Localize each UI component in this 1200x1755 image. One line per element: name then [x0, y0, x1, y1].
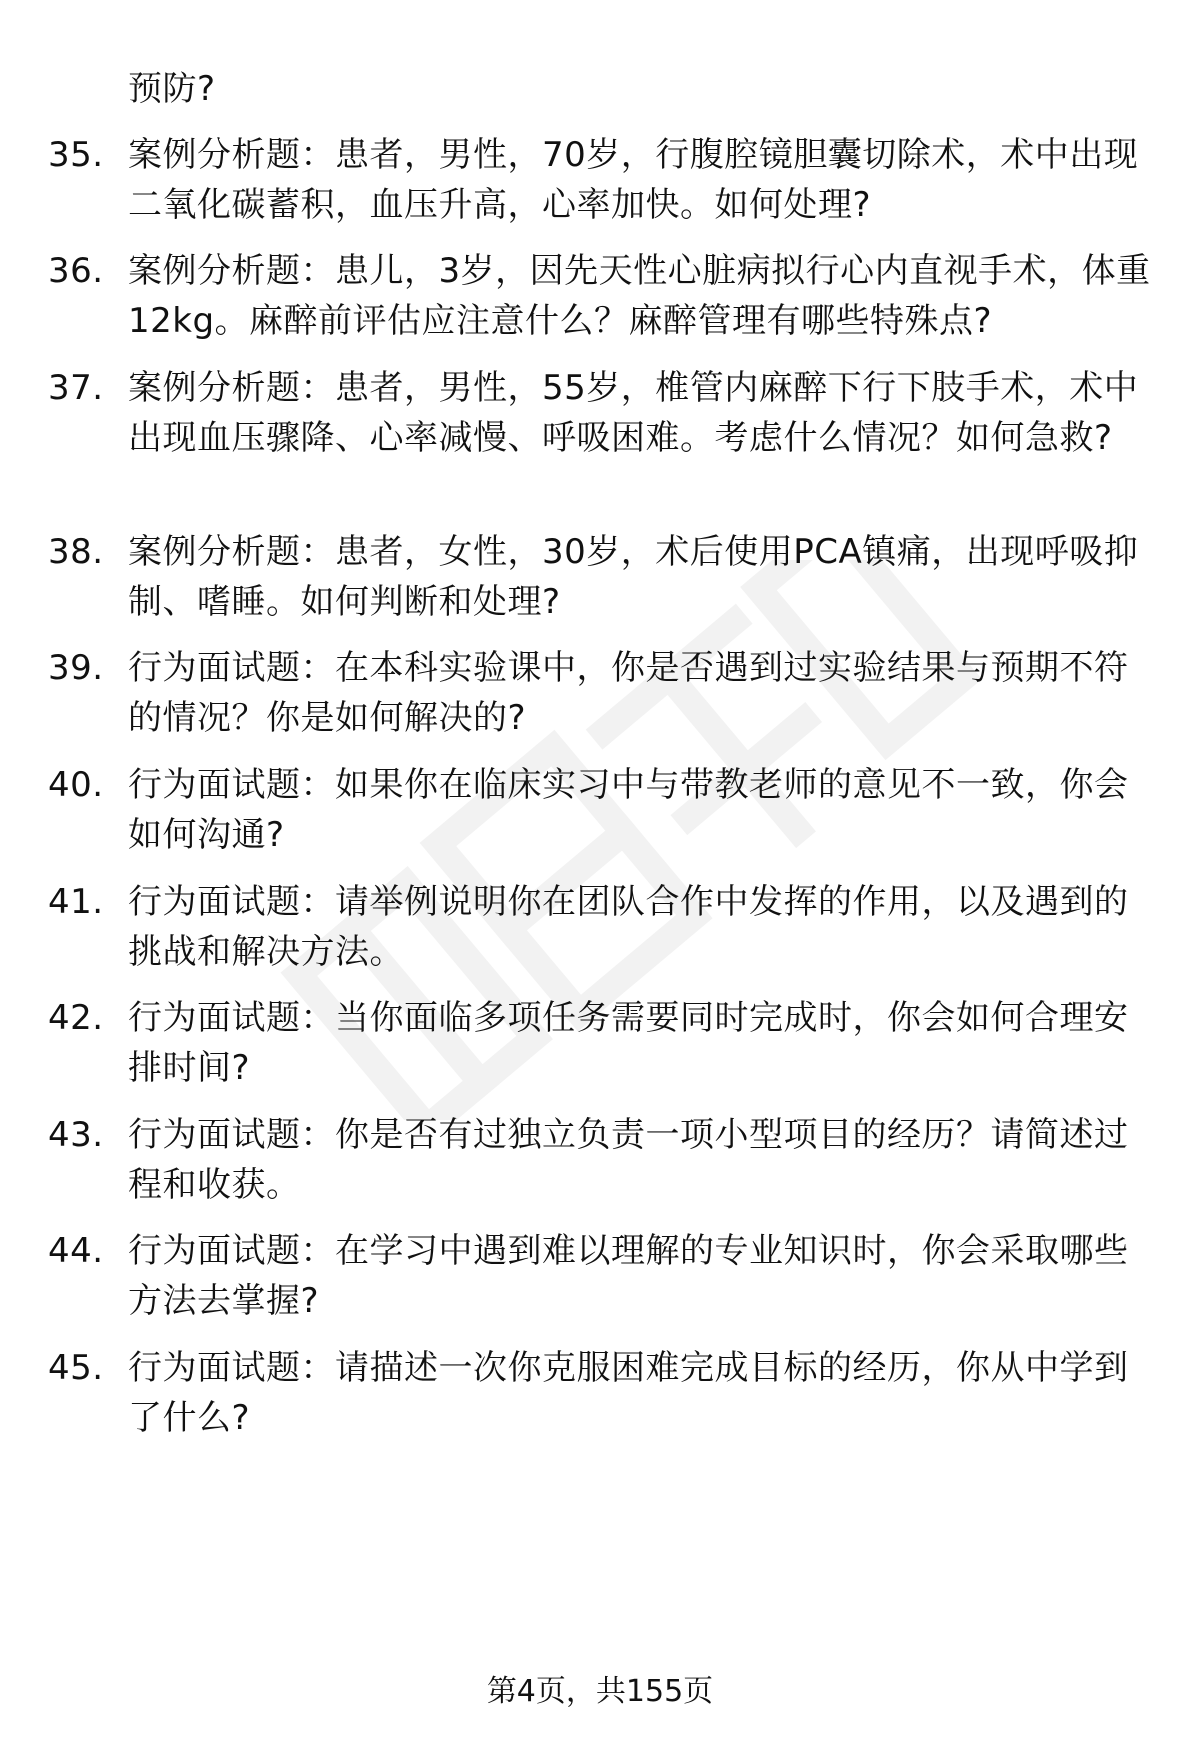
item-text: 案例分析题：患儿，3岁，因先天性心脏病拟行心内直视手术，体重12kg。麻醉前评估应注意什么？麻醉管理有哪些特殊点? [128, 251, 1151, 341]
continuation-text: 预防? [128, 69, 216, 109]
item-number: 41. [48, 882, 104, 922]
item-text: 案例分析题：患者，女性，30岁，术后使用PCA镇痛，出现呼吸抑制、嗜睡。如何判断和处理? [128, 532, 1139, 622]
item-text: 案例分析题：患者，男性，70岁，行腹腔镜胆囊切除术，术中出现二氧化碳蓄积，血压升高，心率加快。如何处理? [128, 135, 1139, 225]
list-item [48, 993, 1158, 1093]
list-item [48, 877, 1158, 977]
item-number: 38. [48, 532, 104, 572]
item-text: 行为面试题：请描述一次你克服困难完成目标的经历，你从中学到了什么? [128, 1348, 1129, 1438]
list-item [48, 363, 1158, 463]
item-text: 案例分析题：患者，男性，55岁，椎管内麻醉下行下肢手术，术中出现血压骤降、心率减慢、呼吸困难。考虑什么情况？如何急救? [128, 368, 1139, 458]
list-item [48, 760, 1158, 860]
item-text: 行为面试题：如果你在临床实习中与带教老师的意见不一致，你会如何沟通? [128, 765, 1129, 855]
page-number-footer: 第4页，共155页 [486, 1674, 714, 1709]
item-text: 行为面试题：你是否有过独立负责一项小型项目的经历？请简述过程和收获。 [128, 1115, 1129, 1205]
item-text: 行为面试题：在本科实验课中，你是否遇到过实验结果与预期不符的情况？你是如何解决的? [128, 648, 1129, 738]
item-number: 43. [48, 1115, 104, 1155]
item-text: 行为面试题：在学习中遇到难以理解的专业知识时，你会采取哪些方法去掌握? [128, 1231, 1129, 1321]
item-number: 44. [48, 1231, 104, 1271]
list-item [48, 643, 1158, 743]
item-number: 37. [48, 368, 104, 408]
list-item [48, 130, 1158, 230]
item-text: 行为面试题：请举例说明你在团队合作中发挥的作用，以及遇到的挑战和解决方法。 [128, 882, 1129, 972]
list-item [48, 1110, 1158, 1210]
item-number: 40. [48, 765, 104, 805]
list-item [48, 527, 1158, 627]
list-item [48, 1343, 1158, 1443]
item-number: 39. [48, 648, 104, 688]
list-item [48, 1226, 1158, 1326]
list-item [48, 246, 1158, 346]
item-text: 行为面试题：当你面临多项任务需要同时完成时，你会如何合理安排时间? [128, 998, 1129, 1088]
item-number: 35. [48, 135, 104, 175]
item-number: 45. [48, 1348, 104, 1388]
item-number: 36. [48, 251, 104, 291]
item-number: 42. [48, 998, 104, 1038]
